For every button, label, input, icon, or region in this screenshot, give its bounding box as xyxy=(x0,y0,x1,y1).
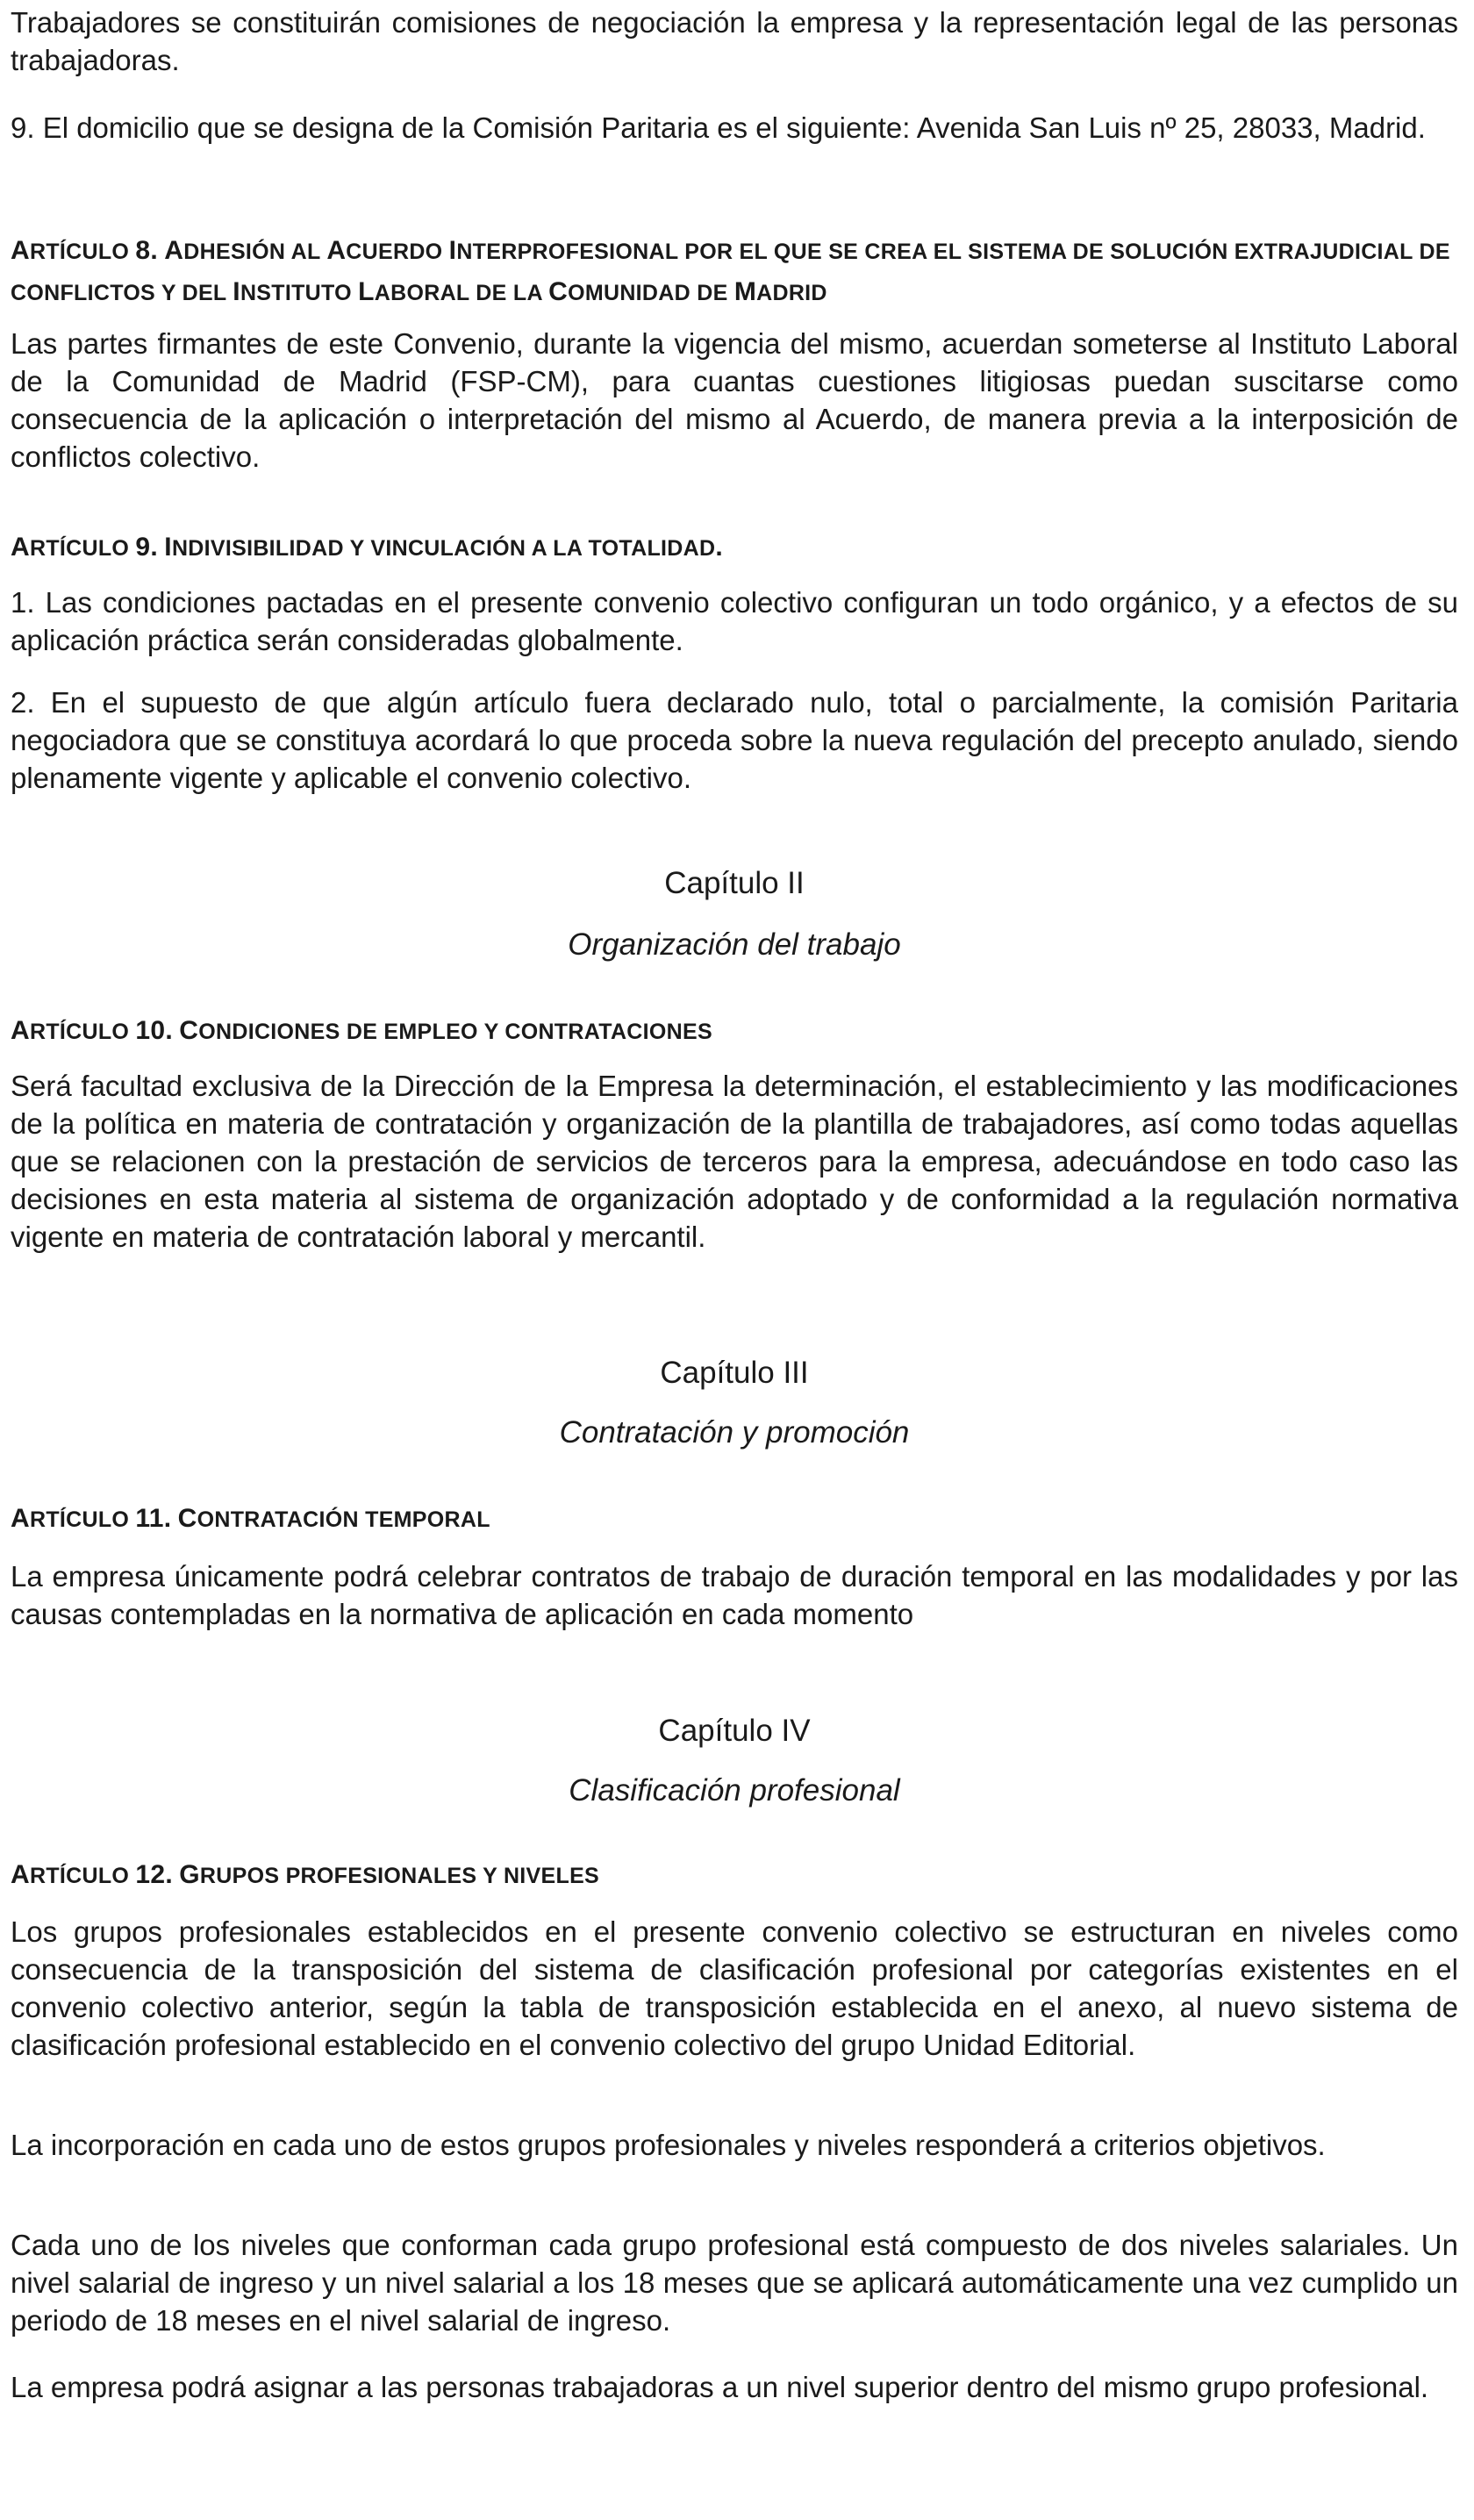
article-12-para-1 xyxy=(11,1913,1458,2064)
paragraph-text: La incorporación en cada uno de estos grupos profesionales y niveles responderá a criterios objetivos. xyxy=(11,2129,1326,2161)
chapter-title: Organización del trabajo xyxy=(568,927,901,962)
paragraph-text: Las partes firmantes de este Convenio, durante la vigencia del mismo, acuerdan someterse al Instituto Laboral de la Comunidad de Madrid (FSP-CM), para cuantas cuestiones litigiosas puedan suscitarse como consecuencia de la aplicación o interpretación del mismo al Acuerdo, de manera previa a la interposición de conflictos colectivo. xyxy=(11,327,1458,473)
article-heading: ARTÍCULO 8. ADHESIÓN AL ACUERDO INTERPROFESIONAL POR EL QUE SE CREA EL SISTEMA DE SOLUCIÓN EXTRAJUDICIAL DE CONFLICTOS Y DEL INSTITUTO LABORAL DE LA COMUNIDAD DE MADRID xyxy=(11,236,1450,306)
article-9-item-2 xyxy=(11,684,1458,797)
chapter-2-title xyxy=(11,926,1458,964)
article-11-body xyxy=(11,1557,1458,1633)
paragraph-text: Los grupos profesionales establecidos en el presente convenio colectivo se estructuran en niveles como consecuencia de la transposición del sistema de clasificación profesional por categorías existentes en el convenio colectivo anterior, según la tabla de transposición establecida en el anexo, al nuevo sistema de clasificación profesional establecido en el convenio colectivo del grupo Unidad Editorial. xyxy=(11,1915,1458,2061)
paragraph-text: La empresa podrá asignar a las personas trabajadoras a un nivel superior dentro del mismo grupo profesional. xyxy=(11,2371,1429,2403)
chapter-title: Clasificación profesional xyxy=(569,1773,900,1808)
article-12-heading xyxy=(11,1855,1458,1896)
paragraph-text: La empresa únicamente podrá celebrar contratos de trabajo de duración temporal en las modalidades y por las causas contempladas en la normativa de aplicación en cada momento xyxy=(11,1560,1458,1630)
chapter-3-label xyxy=(11,1354,1458,1392)
article-8-body xyxy=(11,325,1458,476)
article-9-heading xyxy=(11,527,1458,569)
paragraph-text: Cada uno de los niveles que conforman cada grupo profesional está compuesto de dos niveles salariales. Un nivel salarial de ingreso y un nivel salarial a los 18 meses que se aplicará automáticamente una vez cumplido un periodo de 18 meses en el nivel salarial de ingreso. xyxy=(11,2229,1458,2337)
article-10-heading xyxy=(11,1011,1458,1052)
chapter-4-label xyxy=(11,1712,1458,1750)
paragraph-text: 9. El domicilio que se designa de la Comisión Paritaria es el siguiente: Avenida San Luis nº 25, 28033, Madrid. xyxy=(11,111,1426,144)
article-12-para-3 xyxy=(11,2226,1458,2339)
article-11-heading xyxy=(11,1499,1458,1540)
chapter-3-title xyxy=(11,1414,1458,1452)
paragraph-text: Trabajadores se constituirán comisiones de negociación la empresa y la representación legal de las personas trabajadoras. xyxy=(11,6,1458,76)
chapter-4-title xyxy=(11,1772,1458,1810)
chapter-label: Capítulo III xyxy=(660,1356,809,1390)
article-12-para-2 xyxy=(11,2126,1458,2164)
paragraph-text: 2. En el supuesto de que algún artículo fuera declarado nulo, total o parcialmente, la comisión Paritaria negociadora que se constituya acordará lo que proceda sobre la nueva regulación del precepto anulado, siendo plenamente vigente y aplicable el convenio colectivo. xyxy=(11,686,1458,794)
article-heading: ARTÍCULO 9. INDIVISIBILIDAD Y VINCULACIÓN A LA TOTALIDAD. xyxy=(11,533,723,562)
chapter-title: Contratación y promoción xyxy=(559,1415,910,1450)
article-9-item-1 xyxy=(11,583,1458,659)
paragraph-9 xyxy=(11,109,1458,147)
article-8-heading xyxy=(11,231,1458,313)
chapter-2-label xyxy=(11,864,1458,903)
intro-paragraph xyxy=(11,4,1458,79)
article-heading: ARTÍCULO 12. GRUPOS PROFESIONALES Y NIVELES xyxy=(11,1860,600,1889)
chapter-label: Capítulo II xyxy=(664,866,805,900)
article-heading: ARTÍCULO 10. CONDICIONES DE EMPLEO Y CONTRATACIONES xyxy=(11,1016,712,1045)
article-12-para-4 xyxy=(11,2368,1458,2406)
article-heading: ARTÍCULO 11. CONTRATACIÓN TEMPORAL xyxy=(11,1504,490,1533)
chapter-label: Capítulo IV xyxy=(658,1714,811,1748)
paragraph-text: 1. Las condiciones pactadas en el presente convenio colectivo configuran un todo orgánico, y a efectos de su aplicación práctica serán consideradas globalmente. xyxy=(11,586,1458,656)
paragraph-text: Será facultad exclusiva de la Dirección de la Empresa la determinación, el establecimiento y las modificaciones de la política en materia de contratación y organización de la plantilla de trabajadores, así como todas aquellas que se relacionen con la prestación de servicios de terceros para la empresa, adecuándose en todo caso las decisiones en esta materia al sistema de organización adoptado y de conformidad a la regulación normativa vigente en materia de contratación laboral y mercantil. xyxy=(11,1070,1458,1253)
article-10-body xyxy=(11,1067,1458,1256)
